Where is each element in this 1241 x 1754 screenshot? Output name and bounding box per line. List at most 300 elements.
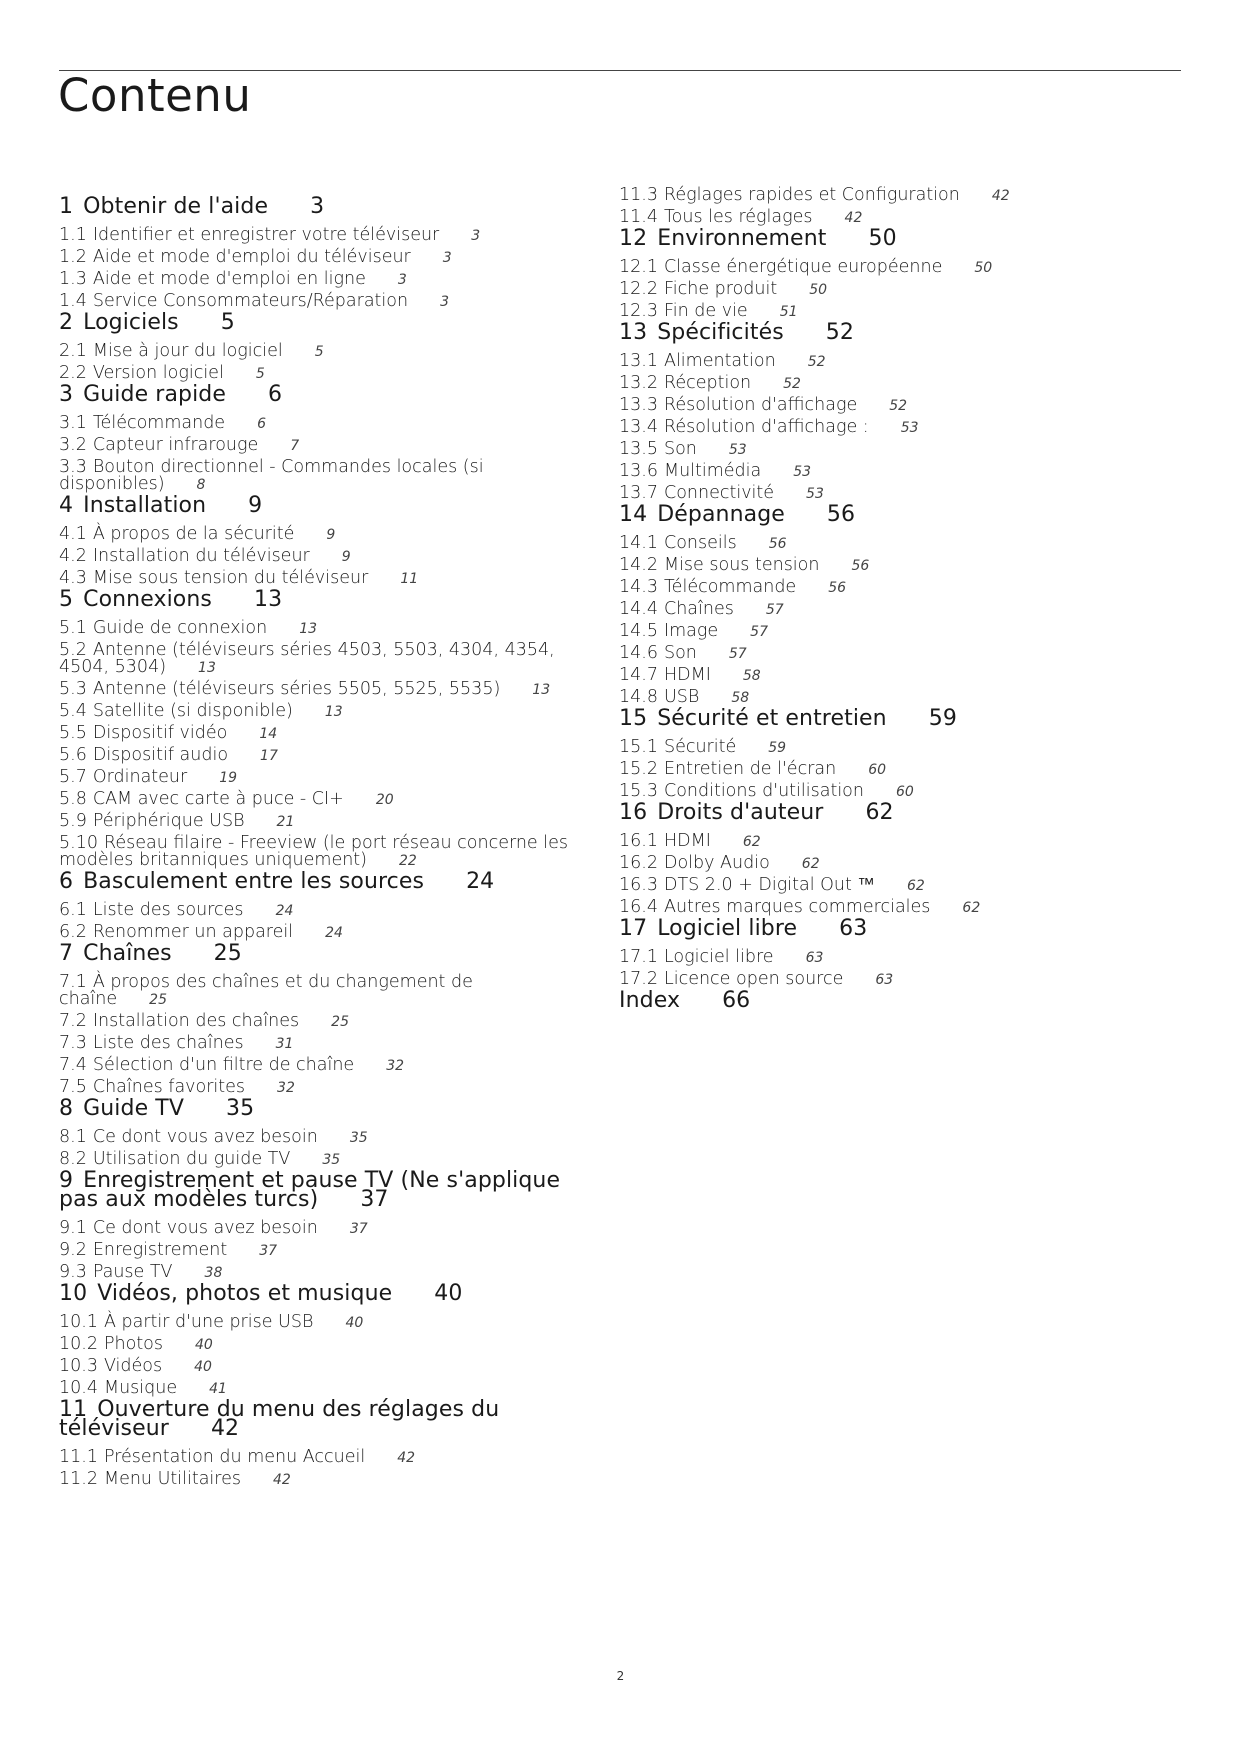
chapter-title: Installation (83, 493, 207, 518)
section-number: 4.1 (59, 524, 87, 544)
toc-chapter (619, 800, 1129, 919)
section-title: CAM avec carte à puce - CI+ (92, 789, 344, 809)
section-title: Télécommande (92, 413, 226, 433)
section-title: Télécommande (663, 577, 797, 597)
chapter-number: 6 (59, 869, 74, 894)
toc-section-link[interactable] (59, 1218, 569, 1240)
section-number: 17.2 (619, 969, 658, 989)
chapter-number: 13 (619, 320, 648, 345)
toc-chapter (619, 706, 1129, 803)
toc-chapter-link[interactable] (59, 1397, 569, 1441)
section-number: 16.3 (619, 875, 658, 895)
section-page: 37 (349, 1221, 368, 1237)
toc-section-link[interactable] (59, 1334, 569, 1356)
section-title: Mise à jour du logiciel (92, 341, 283, 361)
section-title: Chaînes (663, 599, 734, 619)
section-title: Tous les réglages (663, 207, 813, 227)
toc-section-link[interactable] (619, 461, 1129, 483)
section-title: Fin de vie (663, 301, 748, 321)
toc-section-link[interactable] (59, 1312, 569, 1334)
section-number: 4.3 (59, 568, 87, 588)
toc-section-link[interactable] (59, 900, 569, 922)
section-number: 13.5 (619, 439, 658, 459)
toc-section-link[interactable] (59, 811, 569, 833)
section-page: 57 (765, 602, 784, 618)
section-title: Vidéos (103, 1356, 163, 1376)
section-page: 11 (400, 571, 419, 587)
section-title: Réseau filaire - Freeview (le port réseau concerne les modèles britanniques uniquement) (59, 833, 569, 870)
section-number: 1.1 (59, 225, 87, 245)
chapter-title: Dépannage (657, 502, 785, 527)
toc-section-link[interactable] (619, 831, 1129, 853)
chapter-page: 24 (466, 869, 495, 894)
chapter-page: 6 (268, 382, 283, 407)
section-number: 12.2 (619, 279, 658, 299)
section-title: Fiche produit (663, 279, 778, 299)
chapter-page: 40 (434, 1281, 463, 1306)
toc-section-link[interactable] (59, 723, 569, 745)
section-page: 60 (868, 762, 887, 778)
section-number: 1.4 (59, 291, 87, 311)
section-number: 16.4 (619, 897, 658, 917)
section-page: 53 (728, 442, 747, 458)
section-page: 40 (345, 1315, 364, 1331)
section-page: 3 (440, 294, 450, 310)
toc-chapter-link[interactable] (619, 988, 1129, 1013)
toc-section-link[interactable] (59, 1011, 569, 1033)
section-title: Service Consommateurs/Réparation (92, 291, 409, 311)
toc-chapter-link[interactable] (59, 310, 569, 335)
chapter-title: Logiciels (83, 310, 179, 335)
section-title: Ce dont vous avez besoin (92, 1218, 318, 1238)
section-title: USB (663, 687, 700, 707)
chapter-page: 66 (722, 988, 751, 1013)
toc-section-link[interactable] (619, 947, 1129, 969)
section-number: 5.3 (59, 679, 87, 699)
section-number: 14.7 (619, 665, 658, 685)
toc-chapter-link[interactable] (59, 493, 569, 518)
toc-section-link[interactable] (619, 577, 1129, 599)
section-title: Satellite (si disponible) (92, 701, 293, 721)
chapter-title: Index (619, 988, 681, 1013)
section-page: 53 (806, 486, 824, 502)
section-title: Conditions d'utilisation (663, 781, 864, 801)
section-title: Identifier et enregistrer votre téléviseur (92, 225, 440, 245)
chapter-number: 5 (59, 587, 74, 612)
toc-chapter-link[interactable] (619, 916, 1129, 941)
chapter-title: Basculement entre les sources (83, 869, 425, 894)
section-page: 50 (974, 260, 993, 276)
toc-section-link[interactable] (619, 395, 1129, 417)
toc-section-link[interactable] (59, 457, 569, 496)
section-title: Chaînes favorites (92, 1077, 246, 1097)
toc-section-link[interactable] (619, 665, 1129, 687)
toc-section-link[interactable] (619, 737, 1129, 759)
chapter-page: 35 (226, 1096, 255, 1121)
chapter-title: Spécificités (657, 320, 784, 345)
section-page: 3 (397, 272, 407, 288)
toc-section-link[interactable] (59, 1055, 569, 1077)
toc-section-link[interactable] (59, 1447, 569, 1469)
section-page: 7 (290, 438, 300, 454)
section-title: Périphérique USB (92, 811, 245, 831)
section-title: Capteur infrarouge (92, 435, 259, 455)
chapter-page: 42 (210, 1416, 240, 1441)
toc-chapter (59, 382, 569, 496)
section-number: 16.1 (619, 831, 658, 851)
chapter-page: 3 (310, 194, 325, 219)
section-title: À partir d'une prise USB (103, 1312, 314, 1332)
section-title: HDMI (663, 831, 711, 851)
section-title: Liste des sources (92, 900, 244, 920)
section-page: 13 (198, 660, 216, 676)
toc-chapter-link[interactable] (59, 869, 569, 894)
section-page: 42 (397, 1450, 416, 1466)
section-page: 40 (194, 1359, 212, 1375)
section-number: 13.6 (619, 461, 658, 481)
section-page: 9 (326, 527, 336, 543)
section-number: 4.2 (59, 546, 87, 566)
toc-section-link[interactable] (619, 351, 1129, 373)
section-page: 22 (399, 853, 417, 869)
section-page: 56 (851, 558, 870, 574)
section-page: 3 (442, 250, 452, 266)
chapter-title: Guide TV (83, 1096, 184, 1121)
chapter-page: 63 (839, 916, 868, 941)
section-page: 35 (322, 1152, 341, 1168)
section-number: 13.7 (619, 483, 658, 503)
chapter-page: 50 (868, 226, 897, 251)
section-number: 10.2 (59, 1334, 98, 1354)
toc-section-link[interactable] (59, 640, 569, 679)
section-title: Dolby Audio (663, 853, 770, 873)
section-number: 11.4 (619, 207, 658, 227)
toc-section-link[interactable] (59, 1127, 569, 1149)
section-page: 32 (277, 1080, 295, 1096)
section-number: 13.1 (619, 351, 658, 371)
section-title: Connectivité (663, 483, 775, 503)
section-page: 53 (793, 464, 812, 480)
section-title: Pause TV (92, 1262, 173, 1282)
section-number: 5.5 (59, 723, 87, 743)
section-number: 13.3 (619, 395, 658, 415)
section-number: 13.2 (619, 373, 658, 393)
toc-chapter-link[interactable] (59, 1096, 569, 1121)
section-page: 35 (349, 1130, 368, 1146)
toc-chapter (59, 1168, 569, 1284)
section-number: 7.3 (59, 1033, 87, 1053)
toc-chapter (59, 941, 569, 1099)
toc-section-link[interactable] (59, 1240, 569, 1262)
chapter-number: 2 (59, 310, 74, 335)
toc-section-link[interactable] (59, 679, 569, 701)
toc-chapter (619, 226, 1129, 323)
section-number: 5.8 (59, 789, 87, 809)
chapter-title: Obtenir de l'aide (83, 194, 269, 219)
chapter-number: 12 (619, 226, 648, 251)
section-page: 25 (331, 1014, 349, 1030)
chapter-title: Chaînes (83, 941, 172, 966)
section-title: Son (663, 643, 697, 663)
toc-chapter-link[interactable] (59, 587, 569, 612)
section-title: Ordinateur (92, 767, 188, 787)
chapter-number: 3 (59, 382, 74, 407)
section-number: 5.9 (59, 811, 87, 831)
chapter-number: 14 (619, 502, 648, 527)
section-page: 38 (204, 1265, 223, 1281)
section-number: 8.2 (59, 1149, 87, 1169)
chapter-number: 10 (59, 1281, 88, 1306)
section-number: 16.2 (619, 853, 658, 873)
toc-section-link[interactable] (59, 745, 569, 767)
section-title: Utilisation du guide TV (92, 1149, 291, 1169)
toc-section-link[interactable] (619, 759, 1129, 781)
chapter-page: 5 (220, 310, 235, 335)
toc-continued-sections (619, 185, 1129, 229)
section-number: 7.1 (59, 972, 87, 992)
section-number: 14.3 (619, 577, 658, 597)
section-title: Guide de connexion (92, 618, 268, 638)
section-page: 63 (875, 972, 894, 988)
toc-section-link[interactable] (59, 767, 569, 789)
section-number: 10.4 (59, 1378, 98, 1398)
section-number: 12.3 (619, 301, 658, 321)
toc-section-link[interactable] (59, 1469, 569, 1491)
chapter-title: Sécurité et entretien (657, 706, 887, 731)
section-page: 13 (532, 682, 551, 698)
toc-chapter-link[interactable] (619, 706, 1129, 731)
toc-section-link[interactable] (59, 269, 569, 291)
toc-chapter (59, 194, 569, 313)
section-number: 10.1 (59, 1312, 98, 1332)
chapter-page: 37 (360, 1187, 389, 1212)
toc-chapter (619, 916, 1129, 991)
section-title: Installation du téléviseur (92, 546, 310, 566)
section-number: 15.1 (619, 737, 658, 757)
section-number: 12.1 (619, 257, 658, 277)
toc-section-link[interactable] (619, 185, 1129, 207)
toc-section-link[interactable] (619, 621, 1129, 643)
section-page: 58 (731, 690, 750, 706)
footer-page-number: 2 (616, 1669, 625, 1683)
section-title: Dispositif vidéo (92, 723, 228, 743)
toc-chapter (59, 1281, 569, 1400)
chapter-title: Droits d'auteur (657, 800, 824, 825)
section-page: 58 (742, 668, 761, 684)
section-number: 14.2 (619, 555, 658, 575)
toc-chapter (59, 1397, 569, 1491)
chapter-number: 17 (619, 916, 648, 941)
section-page: 62 (962, 900, 981, 916)
toc-section-link[interactable] (619, 643, 1129, 665)
section-title: Musique (103, 1378, 178, 1398)
section-title: Dispositif audio (92, 745, 229, 765)
section-number: 14.4 (619, 599, 658, 619)
toc-section-link[interactable] (619, 555, 1129, 577)
section-page: 41 (209, 1381, 227, 1397)
section-title: Multimédia (663, 461, 762, 481)
toc-chapter (59, 310, 569, 385)
toc-section-link[interactable] (59, 972, 569, 1011)
chapter-number: 11 (59, 1397, 88, 1422)
toc-section-link[interactable] (59, 524, 569, 546)
section-title: À propos des chaînes et du changement de chaîne (59, 972, 473, 1009)
toc-section-link[interactable] (59, 833, 569, 872)
chapter-title: Vidéos, photos et musique (97, 1281, 393, 1306)
section-number: 7.5 (59, 1077, 87, 1097)
section-title: Résolution d'affichage : (663, 417, 869, 437)
section-title: Photos (103, 1334, 164, 1354)
toc-chapter (619, 502, 1129, 709)
section-page: 17 (260, 748, 278, 764)
toc-chapter-link[interactable] (59, 382, 569, 407)
section-title: Son (663, 439, 697, 459)
chapter-page: 13 (253, 587, 283, 612)
toc-section-link[interactable] (59, 341, 569, 363)
section-title: Aide et mode d'emploi du téléviseur (92, 247, 411, 267)
toc-section-link[interactable] (619, 533, 1129, 555)
section-title: Sécurité (663, 737, 737, 757)
section-title: Antenne (téléviseurs séries 5505, 5525, 5535) (92, 679, 501, 699)
section-page: 60 (895, 784, 914, 800)
section-number: 5.7 (59, 767, 87, 787)
section-number: 3.2 (59, 435, 87, 455)
toc-section-link[interactable] (59, 546, 569, 568)
section-page: 24 (325, 925, 343, 941)
toc-section-link[interactable] (619, 599, 1129, 621)
section-page: 62 (742, 834, 761, 850)
section-title: Sélection d'un filtre de chaîne (92, 1055, 355, 1075)
section-page: 37 (259, 1243, 278, 1259)
chapter-title: Guide rapide (83, 382, 227, 407)
chapter-title: Enregistrement et pause TV (Ne s'applique pas aux modèles turcs) (59, 1168, 561, 1212)
toc-section-link[interactable] (59, 247, 569, 269)
toc-section-link[interactable] (59, 1033, 569, 1055)
section-number: 9.1 (59, 1218, 87, 1238)
section-page: 19 (219, 770, 238, 786)
toc-chapter-link[interactable] (59, 941, 569, 966)
toc-section-link[interactable] (59, 413, 569, 435)
section-number: 3.1 (59, 413, 87, 433)
section-page: 56 (828, 580, 847, 596)
section-page: 57 (750, 624, 768, 640)
section-page: 25 (149, 992, 167, 1008)
toc-chapter-link[interactable] (619, 502, 1129, 527)
toc-section-link[interactable] (619, 439, 1129, 461)
toc-section-link[interactable] (619, 257, 1129, 279)
section-page: 52 (783, 376, 801, 392)
toc-chapter (59, 587, 569, 872)
page-title: Contenu (58, 69, 252, 122)
section-page: 52 (807, 354, 826, 370)
toc-section-link[interactable] (619, 417, 1129, 439)
toc-section-link[interactable] (59, 225, 569, 247)
section-number: 9.2 (59, 1240, 87, 1260)
section-number: 6.2 (59, 922, 87, 942)
section-page: 24 (275, 903, 294, 919)
section-page: 52 (889, 398, 908, 414)
section-number: 6.1 (59, 900, 87, 920)
section-number: 5.10 (59, 833, 98, 853)
section-page: 5 (255, 366, 265, 382)
section-title: Renommer un appareil (92, 922, 294, 942)
section-number: 5.2 (59, 640, 87, 660)
toc-chapter-link[interactable] (619, 320, 1129, 345)
section-number: 11.2 (59, 1469, 98, 1489)
section-title: Liste des chaînes (92, 1033, 244, 1053)
toc-chapter (619, 320, 1129, 505)
toc-chapter-link[interactable] (59, 1168, 569, 1212)
section-number: 11.3 (619, 185, 658, 205)
section-title: Réception (663, 373, 752, 393)
chapter-page: 25 (213, 941, 242, 966)
section-number: 5.1 (59, 618, 87, 638)
section-title: Mise sous tension du téléviseur (92, 568, 369, 588)
chapter-number: 1 (59, 194, 74, 219)
toc-section-link[interactable] (619, 969, 1129, 991)
chapter-page: 56 (826, 502, 856, 527)
toc-section-link[interactable] (619, 875, 1129, 897)
section-page: 51 (779, 304, 798, 320)
section-number: 15.2 (619, 759, 658, 779)
section-title: Version logiciel (92, 363, 224, 383)
section-page: 32 (386, 1058, 405, 1074)
section-title: Mise sous tension (663, 555, 820, 575)
section-title: Image (663, 621, 719, 641)
chapter-page: 59 (928, 706, 957, 731)
section-page: 5 (314, 344, 324, 360)
section-page: 62 (801, 856, 820, 872)
chapter-title: Environnement (657, 226, 827, 251)
toc-chapter-link[interactable] (59, 194, 569, 219)
toc-section-link[interactable] (59, 701, 569, 723)
section-title: Antenne (téléviseurs séries 4503, 5503, 4304, 4354, 4504, 5304) (59, 640, 555, 677)
section-number: 14.1 (619, 533, 658, 553)
section-page: 59 (768, 740, 787, 756)
section-number: 15.3 (619, 781, 658, 801)
toc-section-link[interactable] (59, 618, 569, 640)
section-title: Menu Utilitaires (103, 1469, 241, 1489)
toc-section-link[interactable] (59, 435, 569, 457)
chapter-title: Connexions (83, 587, 212, 612)
section-number: 9.3 (59, 1262, 87, 1282)
section-title: Logiciel libre (663, 947, 774, 967)
toc-section-link[interactable] (59, 1356, 569, 1378)
toc-section-link[interactable] (619, 373, 1129, 395)
section-number: 11.1 (59, 1447, 98, 1467)
chapter-number: 16 (619, 800, 648, 825)
toc-section-link[interactable] (619, 853, 1129, 875)
section-page: 14 (259, 726, 278, 742)
chapter-page: 62 (865, 800, 894, 825)
section-number: 1.3 (59, 269, 87, 289)
section-title: HDMI (663, 665, 711, 685)
toc-section-link[interactable] (59, 789, 569, 811)
section-title: Autres marques commerciales (663, 897, 931, 917)
toc-chapter-link[interactable] (619, 800, 1129, 825)
section-page: 3 (471, 228, 481, 244)
toc-section-link[interactable] (619, 279, 1129, 301)
section-title: Entretien de l'écran (663, 759, 837, 779)
chapter-page: 9 (248, 493, 263, 518)
toc-chapter-link[interactable] (619, 226, 1129, 251)
chapter-number: 15 (619, 706, 648, 731)
section-title: Classe énergétique européenne (663, 257, 943, 277)
section-page: 42 (991, 188, 1010, 204)
toc-chapter-link[interactable] (59, 1281, 569, 1306)
chapter-number: 4 (59, 493, 74, 518)
section-title: Conseils (663, 533, 737, 553)
